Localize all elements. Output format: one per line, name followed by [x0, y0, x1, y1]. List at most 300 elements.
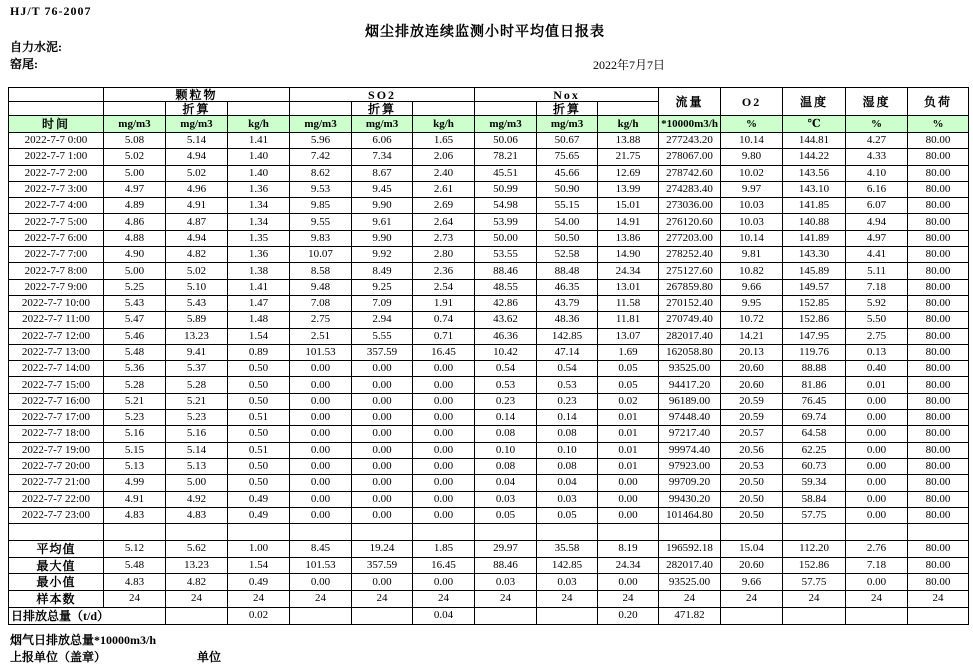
- hourly-data-row: [9, 458, 969, 474]
- value-cell: 4.89: [104, 198, 166, 214]
- value-cell: 50.99: [475, 181, 537, 197]
- value-cell: 0.05: [598, 377, 659, 393]
- empty-cell: [721, 524, 783, 541]
- time-cell: 2022-7-7 12:00: [9, 328, 104, 344]
- value-cell: 0.00: [290, 458, 352, 474]
- summary-value-cell: 24: [659, 590, 721, 607]
- value-cell: 7.18: [846, 279, 908, 295]
- hourly-data-row: [9, 328, 969, 344]
- value-cell: 99709.20: [659, 475, 721, 491]
- value-cell: 5.02: [166, 165, 228, 181]
- empty-cell: [846, 524, 908, 541]
- value-cell: 5.96: [290, 133, 352, 149]
- value-cell: 0.10: [475, 442, 537, 458]
- summary-value-cell: 1.85: [413, 541, 475, 558]
- value-cell: 9.92: [352, 247, 413, 263]
- summary-value-cell: 4.83: [104, 574, 166, 591]
- value-cell: 80.00: [908, 344, 969, 360]
- value-cell: 76.45: [783, 393, 846, 409]
- value-cell: 15.01: [598, 198, 659, 214]
- value-cell: 0.89: [228, 344, 290, 360]
- value-cell: 0.00: [846, 507, 908, 523]
- value-cell: 4.10: [846, 165, 908, 181]
- time-cell: 2022-7-7 7:00: [9, 247, 104, 263]
- value-cell: 0.08: [475, 458, 537, 474]
- hourly-data-row: [9, 214, 969, 230]
- value-cell: 5.28: [104, 377, 166, 393]
- summary-value-cell: 0.00: [846, 574, 908, 591]
- value-cell: 46.35: [537, 279, 598, 295]
- summary-value-cell: 24: [475, 590, 537, 607]
- value-cell: 0.00: [598, 475, 659, 491]
- summary-label-cell: 样本数: [9, 590, 104, 607]
- value-cell: 97923.00: [659, 458, 721, 474]
- value-cell: 141.85: [783, 198, 846, 214]
- value-cell: 5.08: [104, 133, 166, 149]
- value-cell: 4.83: [166, 507, 228, 523]
- value-cell: 50.50: [537, 230, 598, 246]
- summary-value-cell: 7.18: [846, 557, 908, 574]
- value-cell: 0.23: [475, 393, 537, 409]
- time-cell: 2022-7-7 18:00: [9, 426, 104, 442]
- value-cell: 5.02: [166, 263, 228, 279]
- value-cell: 0.00: [352, 442, 413, 458]
- value-cell: 152.85: [783, 295, 846, 311]
- value-cell: 45.66: [537, 165, 598, 181]
- value-cell: 50.00: [475, 230, 537, 246]
- value-cell: 0.49: [228, 507, 290, 523]
- summary-value-cell: 5.62: [166, 541, 228, 558]
- value-cell: 80.00: [908, 393, 969, 409]
- value-cell: 0.00: [413, 361, 475, 377]
- unit-cell: ℃: [783, 116, 846, 133]
- value-cell: 0.50: [228, 377, 290, 393]
- value-cell: 10.14: [721, 133, 783, 149]
- value-cell: 55.15: [537, 198, 598, 214]
- value-cell: 64.58: [783, 426, 846, 442]
- col-header-o2: O2: [721, 88, 783, 116]
- value-cell: 0.71: [413, 328, 475, 344]
- time-cell: 2022-7-7 20:00: [9, 458, 104, 474]
- empty-cell: [228, 524, 290, 541]
- value-cell: 12.69: [598, 165, 659, 181]
- value-cell: 1.48: [228, 312, 290, 328]
- value-cell: 97217.40: [659, 426, 721, 442]
- value-cell: 4.86: [104, 214, 166, 230]
- value-cell: 1.91: [413, 295, 475, 311]
- value-cell: 0.00: [290, 442, 352, 458]
- summary-value-cell: 0.03: [475, 574, 537, 591]
- value-cell: 80.00: [908, 426, 969, 442]
- value-cell: 88.48: [537, 263, 598, 279]
- hourly-data-row: [9, 230, 969, 246]
- value-cell: 93525.00: [659, 361, 721, 377]
- value-cell: 145.89: [783, 263, 846, 279]
- time-cell: 2022-7-7 21:00: [9, 475, 104, 491]
- value-cell: 5.11: [846, 263, 908, 279]
- value-cell: 140.88: [783, 214, 846, 230]
- value-cell: 0.00: [352, 458, 413, 474]
- value-cell: 5.15: [104, 442, 166, 458]
- empty-cell: [475, 102, 537, 116]
- reporting-unit-stamp-label: 上报单位（盖章）: [10, 650, 107, 664]
- value-cell: 2.40: [413, 165, 475, 181]
- col-header-temperature: 温度: [783, 88, 846, 116]
- value-cell: 4.94: [166, 149, 228, 165]
- value-cell: 9.45: [352, 181, 413, 197]
- summary-value-cell: 24: [413, 590, 475, 607]
- value-cell: 4.94: [166, 230, 228, 246]
- value-cell: 0.08: [475, 426, 537, 442]
- value-cell: 46.36: [475, 328, 537, 344]
- empty-cell: [783, 524, 846, 541]
- value-cell: 0.14: [475, 410, 537, 426]
- summary-value-cell: 93525.00: [659, 574, 721, 591]
- value-cell: 0.00: [290, 377, 352, 393]
- value-cell: 0.00: [290, 393, 352, 409]
- value-cell: 54.00: [537, 214, 598, 230]
- unit-cell: mg/m3: [104, 116, 166, 133]
- value-cell: 5.00: [104, 263, 166, 279]
- value-cell: 80.00: [908, 410, 969, 426]
- value-cell: 80.00: [908, 165, 969, 181]
- value-cell: 267859.80: [659, 279, 721, 295]
- units-header-row: [9, 116, 969, 133]
- value-cell: 20.57: [721, 426, 783, 442]
- empty-cell: [104, 524, 166, 541]
- value-cell: 4.91: [166, 198, 228, 214]
- daily-total-value-cell: 0.02: [228, 607, 290, 624]
- value-cell: 0.50: [228, 393, 290, 409]
- empty-cell: [598, 102, 659, 116]
- value-cell: 0.49: [228, 491, 290, 507]
- summary-value-cell: 5.12: [104, 541, 166, 558]
- value-cell: 20.50: [721, 475, 783, 491]
- empty-cell: [475, 524, 537, 541]
- daily-total-value-cell: 471.82: [659, 607, 721, 624]
- value-cell: 0.74: [413, 312, 475, 328]
- value-cell: 80.00: [908, 442, 969, 458]
- conversion-label-nox: 折算: [537, 102, 598, 116]
- value-cell: 278067.00: [659, 149, 721, 165]
- empty-cell: [537, 524, 598, 541]
- value-cell: 141.89: [783, 230, 846, 246]
- col-header-humidity: 湿度: [846, 88, 908, 116]
- value-cell: 1.54: [228, 328, 290, 344]
- value-cell: 48.36: [537, 312, 598, 328]
- summary-row: [9, 541, 969, 558]
- value-cell: 275127.60: [659, 263, 721, 279]
- value-cell: 0.51: [228, 410, 290, 426]
- value-cell: 10.72: [721, 312, 783, 328]
- value-cell: 9.61: [352, 214, 413, 230]
- value-cell: 80.00: [908, 214, 969, 230]
- empty-cell: [228, 102, 290, 116]
- value-cell: 20.50: [721, 491, 783, 507]
- value-cell: 0.01: [598, 410, 659, 426]
- value-cell: 2.75: [290, 312, 352, 328]
- value-cell: 13.99: [598, 181, 659, 197]
- flue-gas-daily-total-label: 烟气日排放总量*10000m3/h: [10, 633, 157, 647]
- value-cell: 9.90: [352, 230, 413, 246]
- value-cell: 13.88: [598, 133, 659, 149]
- value-cell: 5.23: [104, 410, 166, 426]
- value-cell: 0.23: [537, 393, 598, 409]
- unit-cell: %: [846, 116, 908, 133]
- value-cell: 10.07: [290, 247, 352, 263]
- summary-value-cell: 80.00: [908, 541, 969, 558]
- value-cell: 7.42: [290, 149, 352, 165]
- daily-total-value-cell: [846, 607, 908, 624]
- value-cell: 0.10: [537, 442, 598, 458]
- value-cell: 278252.40: [659, 247, 721, 263]
- value-cell: 69.74: [783, 410, 846, 426]
- value-cell: 5.89: [166, 312, 228, 328]
- summary-value-cell: 24: [290, 590, 352, 607]
- conversion-label-so2: 折算: [352, 102, 413, 116]
- value-cell: 59.34: [783, 475, 846, 491]
- value-cell: 5.28: [166, 377, 228, 393]
- empty-cell: [290, 524, 352, 541]
- value-cell: 0.00: [413, 491, 475, 507]
- value-cell: 1.69: [598, 344, 659, 360]
- value-cell: 14.91: [598, 214, 659, 230]
- summary-label-cell: 最大值: [9, 557, 104, 574]
- value-cell: 276120.60: [659, 214, 721, 230]
- value-cell: 0.00: [846, 475, 908, 491]
- value-cell: 0.08: [537, 458, 598, 474]
- value-cell: 0.00: [413, 426, 475, 442]
- value-cell: 5.92: [846, 295, 908, 311]
- value-cell: 10.42: [475, 344, 537, 360]
- summary-value-cell: 24: [721, 590, 783, 607]
- value-cell: 143.30: [783, 247, 846, 263]
- summary-value-cell: 24: [783, 590, 846, 607]
- value-cell: 0.00: [352, 361, 413, 377]
- summary-value-cell: 13.23: [166, 557, 228, 574]
- value-cell: 58.84: [783, 491, 846, 507]
- hourly-data-row: [9, 377, 969, 393]
- value-cell: 78.21: [475, 149, 537, 165]
- hourly-data-row: [9, 279, 969, 295]
- time-cell: 2022-7-7 0:00: [9, 133, 104, 149]
- time-cell: 2022-7-7 13:00: [9, 344, 104, 360]
- value-cell: 5.00: [166, 475, 228, 491]
- value-cell: 0.00: [352, 491, 413, 507]
- value-cell: 0.00: [290, 475, 352, 491]
- value-cell: 4.82: [166, 247, 228, 263]
- value-cell: 9.81: [721, 247, 783, 263]
- value-cell: 20.53: [721, 458, 783, 474]
- unit-cell: kg/h: [413, 116, 475, 133]
- value-cell: 4.41: [846, 247, 908, 263]
- time-cell: 2022-7-7 1:00: [9, 149, 104, 165]
- value-cell: 6.16: [846, 181, 908, 197]
- value-cell: 4.33: [846, 149, 908, 165]
- summary-value-cell: 142.85: [537, 557, 598, 574]
- summary-value-cell: 24: [846, 590, 908, 607]
- value-cell: 0.00: [413, 507, 475, 523]
- summary-value-cell: 24: [104, 590, 166, 607]
- summary-value-cell: 24: [537, 590, 598, 607]
- empty-cell: [9, 88, 104, 102]
- time-cell: 2022-7-7 3:00: [9, 181, 104, 197]
- value-cell: 2.64: [413, 214, 475, 230]
- value-cell: 0.00: [846, 410, 908, 426]
- value-cell: 10.03: [721, 198, 783, 214]
- value-cell: 0.01: [846, 377, 908, 393]
- time-cell: 2022-7-7 5:00: [9, 214, 104, 230]
- value-cell: 43.62: [475, 312, 537, 328]
- value-cell: 8.67: [352, 165, 413, 181]
- monitoring-point: 窑尾:: [10, 57, 38, 71]
- hourly-data-row: [9, 426, 969, 442]
- value-cell: 147.95: [783, 328, 846, 344]
- unit-cell: mg/m3: [537, 116, 598, 133]
- time-cell: 2022-7-7 9:00: [9, 279, 104, 295]
- value-cell: 0.00: [598, 491, 659, 507]
- value-cell: 143.10: [783, 181, 846, 197]
- summary-label-cell: 平均值: [9, 541, 104, 558]
- hourly-data-row: [9, 393, 969, 409]
- unit-cell: mg/m3: [290, 116, 352, 133]
- value-cell: 50.06: [475, 133, 537, 149]
- daily-total-value-cell: [475, 607, 537, 624]
- value-cell: 10.14: [721, 230, 783, 246]
- value-cell: 4.90: [104, 247, 166, 263]
- value-cell: 2.06: [413, 149, 475, 165]
- summary-value-cell: 5.48: [104, 557, 166, 574]
- value-cell: 1.35: [228, 230, 290, 246]
- value-cell: 20.59: [721, 410, 783, 426]
- summary-value-cell: 196592.18: [659, 541, 721, 558]
- value-cell: 80.00: [908, 507, 969, 523]
- value-cell: 7.09: [352, 295, 413, 311]
- value-cell: 162058.80: [659, 344, 721, 360]
- summary-value-cell: 101.53: [290, 557, 352, 574]
- value-cell: 1.36: [228, 247, 290, 263]
- value-cell: 0.00: [413, 475, 475, 491]
- value-cell: 80.00: [908, 230, 969, 246]
- time-cell: 2022-7-7 8:00: [9, 263, 104, 279]
- summary-value-cell: 152.86: [783, 557, 846, 574]
- value-cell: 149.57: [783, 279, 846, 295]
- report-date: 2022年7月7日: [593, 58, 666, 72]
- report-title: 烟尘排放连续监测小时平均值日报表: [365, 25, 605, 40]
- summary-row: [9, 590, 969, 607]
- value-cell: 62.25: [783, 442, 846, 458]
- empty-cell: [104, 102, 166, 116]
- summary-label-cell: 最小值: [9, 574, 104, 591]
- standard-code: HJ/T 76-2007: [10, 4, 92, 18]
- monitoring-data-table: [8, 87, 969, 625]
- value-cell: 5.23: [166, 410, 228, 426]
- value-cell: 6.06: [352, 133, 413, 149]
- daily-total-value-cell: 0.20: [598, 607, 659, 624]
- value-cell: 8.49: [352, 263, 413, 279]
- empty-cell: [598, 524, 659, 541]
- time-cell: 2022-7-7 19:00: [9, 442, 104, 458]
- value-cell: 2.94: [352, 312, 413, 328]
- value-cell: 80.00: [908, 295, 969, 311]
- value-cell: 5.21: [166, 393, 228, 409]
- summary-row: [9, 557, 969, 574]
- hourly-data-row: [9, 247, 969, 263]
- value-cell: 4.96: [166, 181, 228, 197]
- hourly-data-row: [9, 263, 969, 279]
- summary-value-cell: 0.00: [352, 574, 413, 591]
- value-cell: 1.65: [413, 133, 475, 149]
- value-cell: 5.16: [166, 426, 228, 442]
- value-cell: 0.54: [537, 361, 598, 377]
- value-cell: 4.88: [104, 230, 166, 246]
- empty-cell: [908, 524, 969, 541]
- value-cell: 0.02: [598, 393, 659, 409]
- value-cell: 5.16: [104, 426, 166, 442]
- value-cell: 0.01: [598, 426, 659, 442]
- unit-cell: mg/m3: [352, 116, 413, 133]
- value-cell: 14.90: [598, 247, 659, 263]
- value-cell: 9.25: [352, 279, 413, 295]
- value-cell: 0.00: [352, 475, 413, 491]
- summary-value-cell: 24: [228, 590, 290, 607]
- empty-cell: [9, 524, 104, 541]
- value-cell: 0.00: [290, 361, 352, 377]
- value-cell: 0.00: [290, 507, 352, 523]
- value-cell: 0.00: [352, 426, 413, 442]
- value-cell: 0.51: [228, 442, 290, 458]
- value-cell: 5.13: [104, 458, 166, 474]
- time-cell: 2022-7-7 22:00: [9, 491, 104, 507]
- value-cell: 13.86: [598, 230, 659, 246]
- value-cell: 0.00: [352, 393, 413, 409]
- value-cell: 80.00: [908, 312, 969, 328]
- value-cell: 80.00: [908, 361, 969, 377]
- empty-cell: [9, 102, 104, 116]
- hourly-data-row: [9, 198, 969, 214]
- value-cell: 5.43: [166, 295, 228, 311]
- time-cell: 2022-7-7 11:00: [9, 312, 104, 328]
- summary-value-cell: 15.04: [721, 541, 783, 558]
- value-cell: 9.85: [290, 198, 352, 214]
- value-cell: 0.00: [413, 458, 475, 474]
- value-cell: 5.14: [166, 133, 228, 149]
- time-cell: 2022-7-7 10:00: [9, 295, 104, 311]
- value-cell: 80.00: [908, 133, 969, 149]
- value-cell: 1.41: [228, 279, 290, 295]
- value-cell: 0.00: [598, 507, 659, 523]
- empty-cell: [290, 102, 352, 116]
- value-cell: 144.81: [783, 133, 846, 149]
- hourly-data-row: [9, 442, 969, 458]
- value-cell: 0.00: [290, 491, 352, 507]
- summary-value-cell: 24: [352, 590, 413, 607]
- empty-cell: [413, 524, 475, 541]
- value-cell: 43.79: [537, 295, 598, 311]
- summary-value-cell: 19.24: [352, 541, 413, 558]
- value-cell: 80.00: [908, 149, 969, 165]
- hourly-data-row: [9, 149, 969, 165]
- value-cell: 9.48: [290, 279, 352, 295]
- value-cell: 53.55: [475, 247, 537, 263]
- daily-total-value-cell: [352, 607, 413, 624]
- summary-value-cell: 0.00: [290, 574, 352, 591]
- value-cell: 0.05: [598, 361, 659, 377]
- value-cell: 80.00: [908, 263, 969, 279]
- value-cell: 0.54: [475, 361, 537, 377]
- hourly-data-row: [9, 475, 969, 491]
- hourly-data-row: [9, 491, 969, 507]
